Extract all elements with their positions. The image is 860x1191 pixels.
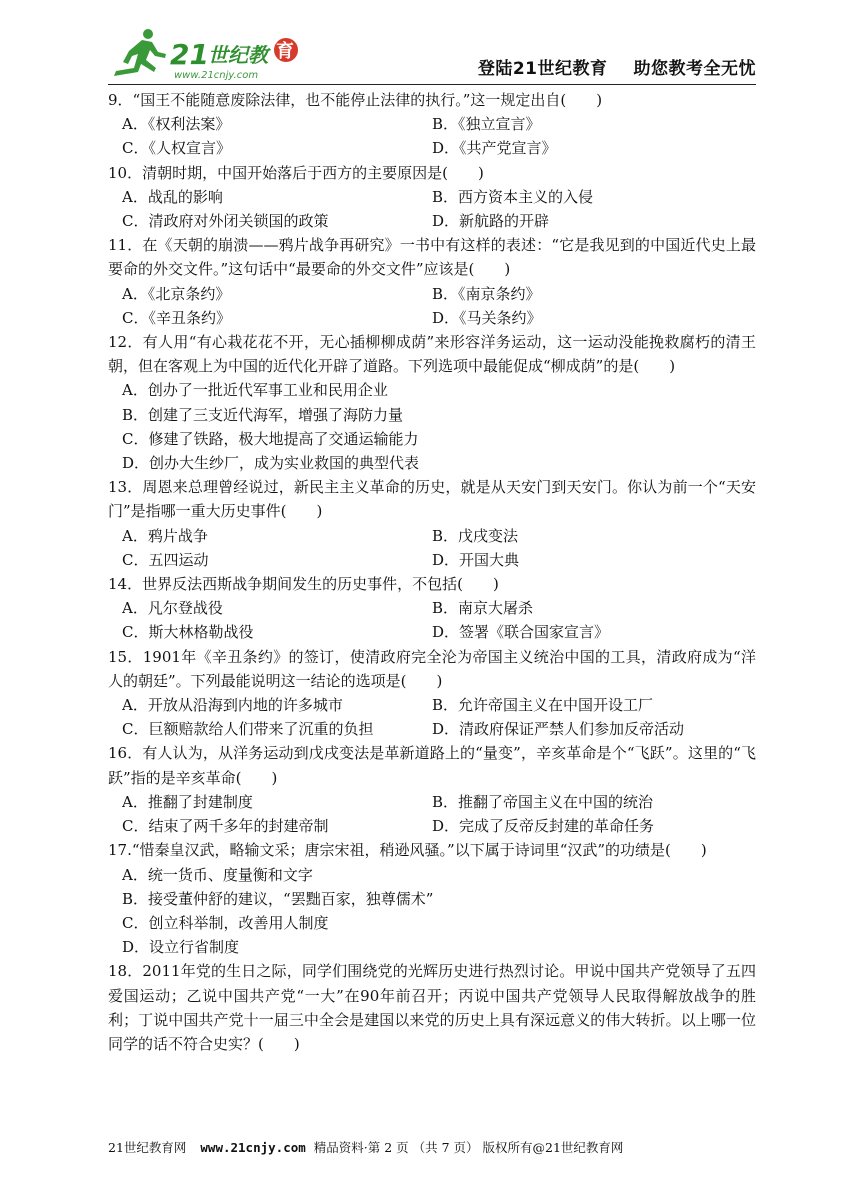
answer-option: C．结束了两千多年的封建帝制: [122, 817, 329, 836]
answer-option: A．创办了一批近代军事工业和民用企业: [122, 381, 388, 400]
answer-option: A．鸦片战争: [122, 526, 208, 545]
answer-option: C．修建了铁路，极大地提高了交通运输能力: [122, 429, 419, 448]
question-stem: 17.“惜秦皇汉武，略输文采；唐宗宋祖，稍逊风骚。”以下属于诗词里“汉武”的功绩是( ): [108, 841, 707, 860]
answer-option: C．斯大林格勒战役: [122, 623, 254, 642]
answer-option: B．创建了三支近代海军，增强了海防力量: [122, 405, 404, 424]
answer-option: B．西方资本主义的入侵: [432, 187, 594, 206]
answer-option: D．完成了反帝反封建的革命任务: [432, 817, 655, 836]
question-stem: 14．世界反法西斯战争期间发生的历史事件，不包括( ): [108, 575, 499, 594]
answer-option: A．开放从沿海到内地的许多城市: [122, 696, 343, 715]
answer-option: D．清政府保证严禁人们参加反帝活动: [432, 720, 685, 739]
answer-option: D．签署《联合国家宣言》: [432, 623, 610, 642]
answer-option: D．《共产党宣言》: [432, 139, 557, 158]
question: [108, 475, 756, 572]
question-stem: 13．周恩来总理曾经说过，新民主主义革命的历史，就是从天安门到天安门。你认为前一个“天安门”是指哪一重大历史事件( ): [108, 478, 756, 521]
answer-option: A．《北京条约》: [122, 284, 231, 303]
logo-url: www.21cnjy.com: [174, 70, 259, 81]
question: [108, 959, 756, 1056]
answer-option: C．《人权宣言》: [122, 139, 231, 158]
svg-text:21: 21: [170, 38, 209, 71]
answer-option: C．五四运动: [122, 550, 209, 569]
answer-option: D．新航路的开辟: [432, 212, 550, 231]
question-stem: 15．1901年《辛丑条约》的签订，使清政府完全沦为帝国主义统治中国的工具，清政府成为“洋人的朝廷”。下列最能说明这一结论的选项是( ): [108, 647, 756, 690]
answer-option: B．允许帝国主义在中国开设工厂: [432, 696, 654, 715]
slogan-left: 登陆21世纪教育: [477, 59, 608, 79]
footer-right: 精品资料·第 2 页 （共 7 页） 版权所有@21世纪教育网: [313, 1140, 624, 1155]
option-list: [108, 693, 756, 741]
page-footer: [108, 1138, 756, 1156]
footer-left: 21世纪教育网: [108, 1140, 187, 1155]
answer-option: B．推翻了帝国主义在中国的统治: [432, 792, 654, 811]
question-stem: 18．2011年党的生日之际，同学们围绕党的光辉历史进行热烈讨论。甲说中国共产党领导了五四爱国运动；乙说中国共产党“一大”在90年前召开；丙说中国共产党领导人民取得解放战争的胜利；丁说中国共产党十一届三中全会是建国以来党的历史上具有深远意义的伟大转折。以上哪一位同学的话不符合史实？( ): [108, 962, 756, 1053]
answer-option: B．《独立宣言》: [432, 115, 541, 134]
page-header: [108, 18, 756, 84]
answer-option: C．巨额赔款给人们带来了沉重的负担: [122, 720, 374, 739]
question: [108, 645, 756, 742]
option-list: [108, 185, 756, 233]
site-logo: [108, 24, 308, 82]
question: [108, 838, 756, 959]
question: [108, 741, 756, 838]
svg-text:育: 育: [276, 41, 294, 62]
answer-option: A．统一货币、度量衡和文字: [122, 865, 313, 884]
option-list: [108, 863, 756, 960]
header-slogan: [478, 54, 756, 79]
header-divider: [108, 84, 756, 85]
question-stem: 12．有人用“有心栽花花不开，无心插柳柳成荫”来形容洋务运动，这一运动没能挽救腐朽的清王朝，但在客观上为中国的近代化开辟了道路。下列选项中最能促成“柳成荫”的是( ): [108, 333, 756, 376]
answer-option: D．设立行省制度: [122, 938, 240, 957]
option-list: [108, 524, 756, 572]
runner-icon: [114, 29, 166, 76]
option-list: [108, 112, 756, 160]
question: [108, 572, 756, 645]
answer-option: D．《马关条约》: [432, 308, 542, 327]
question: [108, 330, 756, 475]
answer-option: A．战乱的影响: [122, 187, 223, 206]
answer-option: D．创办大生纱厂，成为实业救国的典型代表: [122, 454, 420, 473]
answer-option: C．《辛丑条约》: [122, 308, 231, 327]
question: [108, 161, 756, 234]
answer-option: A．推翻了封建制度: [122, 792, 253, 811]
answer-option: B．戊戌变法: [432, 526, 519, 545]
question-stem: 11．在《天朝的崩溃——鸦片战争再研究》一书中有这样的表述：“它是我见到的中国近代史上最要命的外交文件。”这句话中“最要命的外交文件”应该是( ): [108, 236, 756, 279]
question-stem: 10．清朝时期，中国开始落后于西方的主要原因是( ): [108, 163, 484, 182]
answer-option: A．凡尔登战役: [122, 599, 223, 618]
answer-option: A．《权利法案》: [122, 115, 231, 134]
option-list: [108, 790, 756, 838]
option-list: [108, 282, 756, 330]
footer-site: www.21cnjy.com: [200, 1140, 306, 1155]
answer-option: B．南京大屠杀: [432, 599, 534, 618]
option-list: [108, 596, 756, 644]
question: [108, 88, 756, 161]
question-list: [108, 88, 756, 1056]
answer-option: B．接受董仲舒的建议，“罢黜百家，独尊儒术”: [122, 889, 434, 908]
answer-option: B．《南京条约》: [432, 284, 541, 303]
question: [108, 233, 756, 330]
question-stem: 9．“国王不能随意废除法律，也不能停止法律的执行。”这一规定出自( ): [108, 91, 603, 109]
answer-option: C．创立科举制，改善用人制度: [122, 913, 329, 932]
option-list: [108, 378, 756, 475]
question-stem: 16．有人认为，从洋务运动到戊戌变法是革新道路上的“量变”，辛亥革命是个“飞跃”。这里的“飞跃”指的是辛亥革命( ): [108, 744, 756, 787]
slogan-right: 助您教考全无忧: [633, 59, 756, 79]
answer-option: D．开国大典: [432, 550, 520, 569]
answer-option: C．清政府对外闭关锁国的政策: [122, 212, 329, 231]
svg-text:世纪教: 世纪教: [208, 43, 268, 67]
